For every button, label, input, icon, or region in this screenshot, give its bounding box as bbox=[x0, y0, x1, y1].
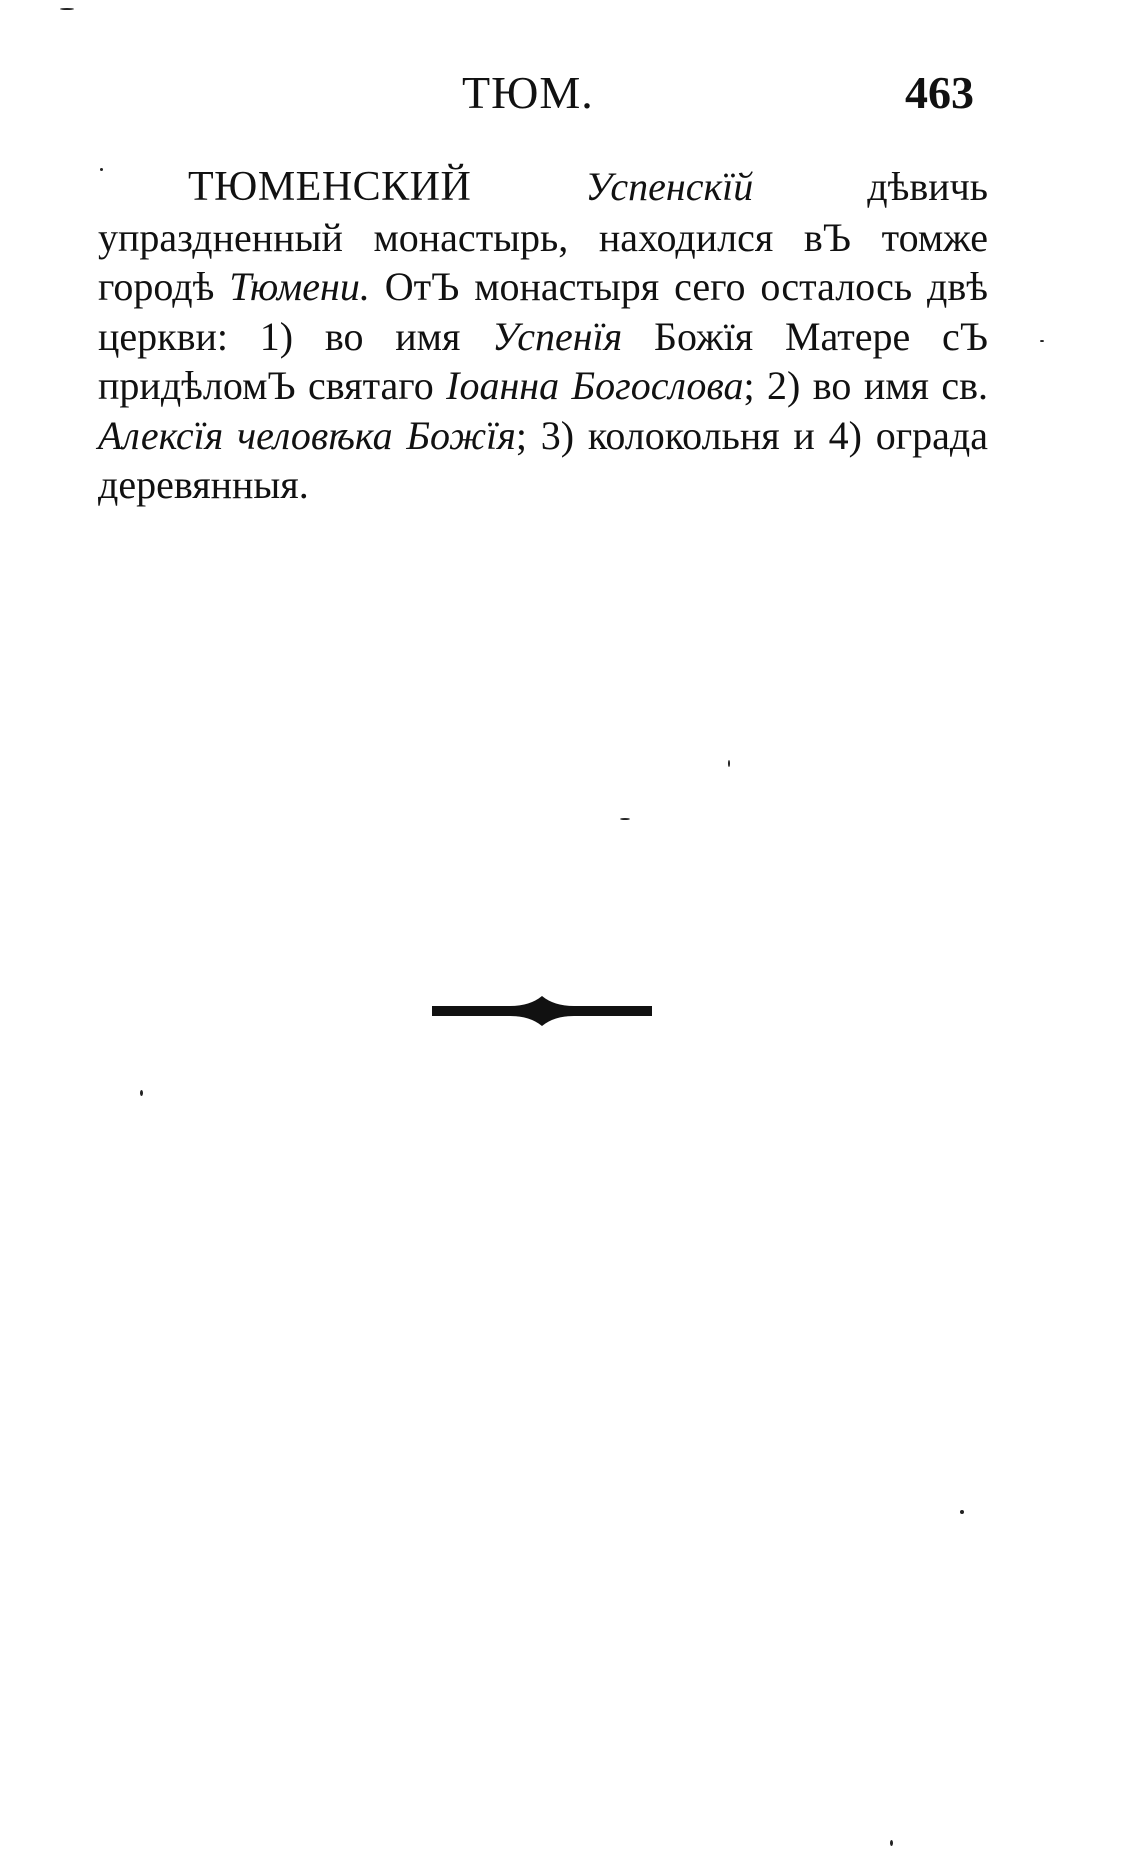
print-speck bbox=[60, 8, 74, 10]
italic-text-segment: Успенскїй bbox=[585, 164, 754, 209]
section-title: ТЮМ. bbox=[462, 67, 594, 118]
text-segment: дѣвичь упраздненный монастырь, находился вЪ томже городѣ bbox=[98, 164, 988, 309]
print-speck bbox=[890, 1840, 893, 1846]
page-number: 463 bbox=[905, 67, 974, 118]
print-speck bbox=[960, 1510, 964, 1514]
text-segment: ; 2) во имя св. bbox=[743, 363, 989, 408]
entry-title: ТЮМЕНСКИЙ bbox=[188, 164, 472, 210]
text-segment: Божїя Матере сЪ придѣломЪ святаго bbox=[98, 313, 989, 408]
entry-text bbox=[98, 164, 988, 507]
print-speck bbox=[100, 168, 103, 171]
italic-text-segment: Тюмени. bbox=[229, 264, 370, 309]
running-head bbox=[0, 62, 1140, 122]
divider-ornament-icon bbox=[430, 990, 654, 1030]
entry-paragraph bbox=[98, 162, 988, 510]
print-speck bbox=[620, 818, 630, 820]
italic-text-segment: Успенїя bbox=[492, 313, 623, 359]
text-segment: ОтЪ монастыря сего осталось двѣ церкви: 1) во имя bbox=[98, 264, 988, 359]
text-segment: ; 3) колокольня и 4) ограда деревянныя. bbox=[98, 412, 989, 507]
print-speck bbox=[728, 760, 730, 767]
italic-text-segment: Алексїя человѣка Божїя bbox=[98, 412, 516, 458]
entry-body bbox=[98, 162, 988, 510]
italic-text-segment: Іоанна Богослова bbox=[446, 363, 744, 408]
print-speck bbox=[140, 1090, 143, 1096]
print-speck bbox=[1040, 340, 1044, 342]
